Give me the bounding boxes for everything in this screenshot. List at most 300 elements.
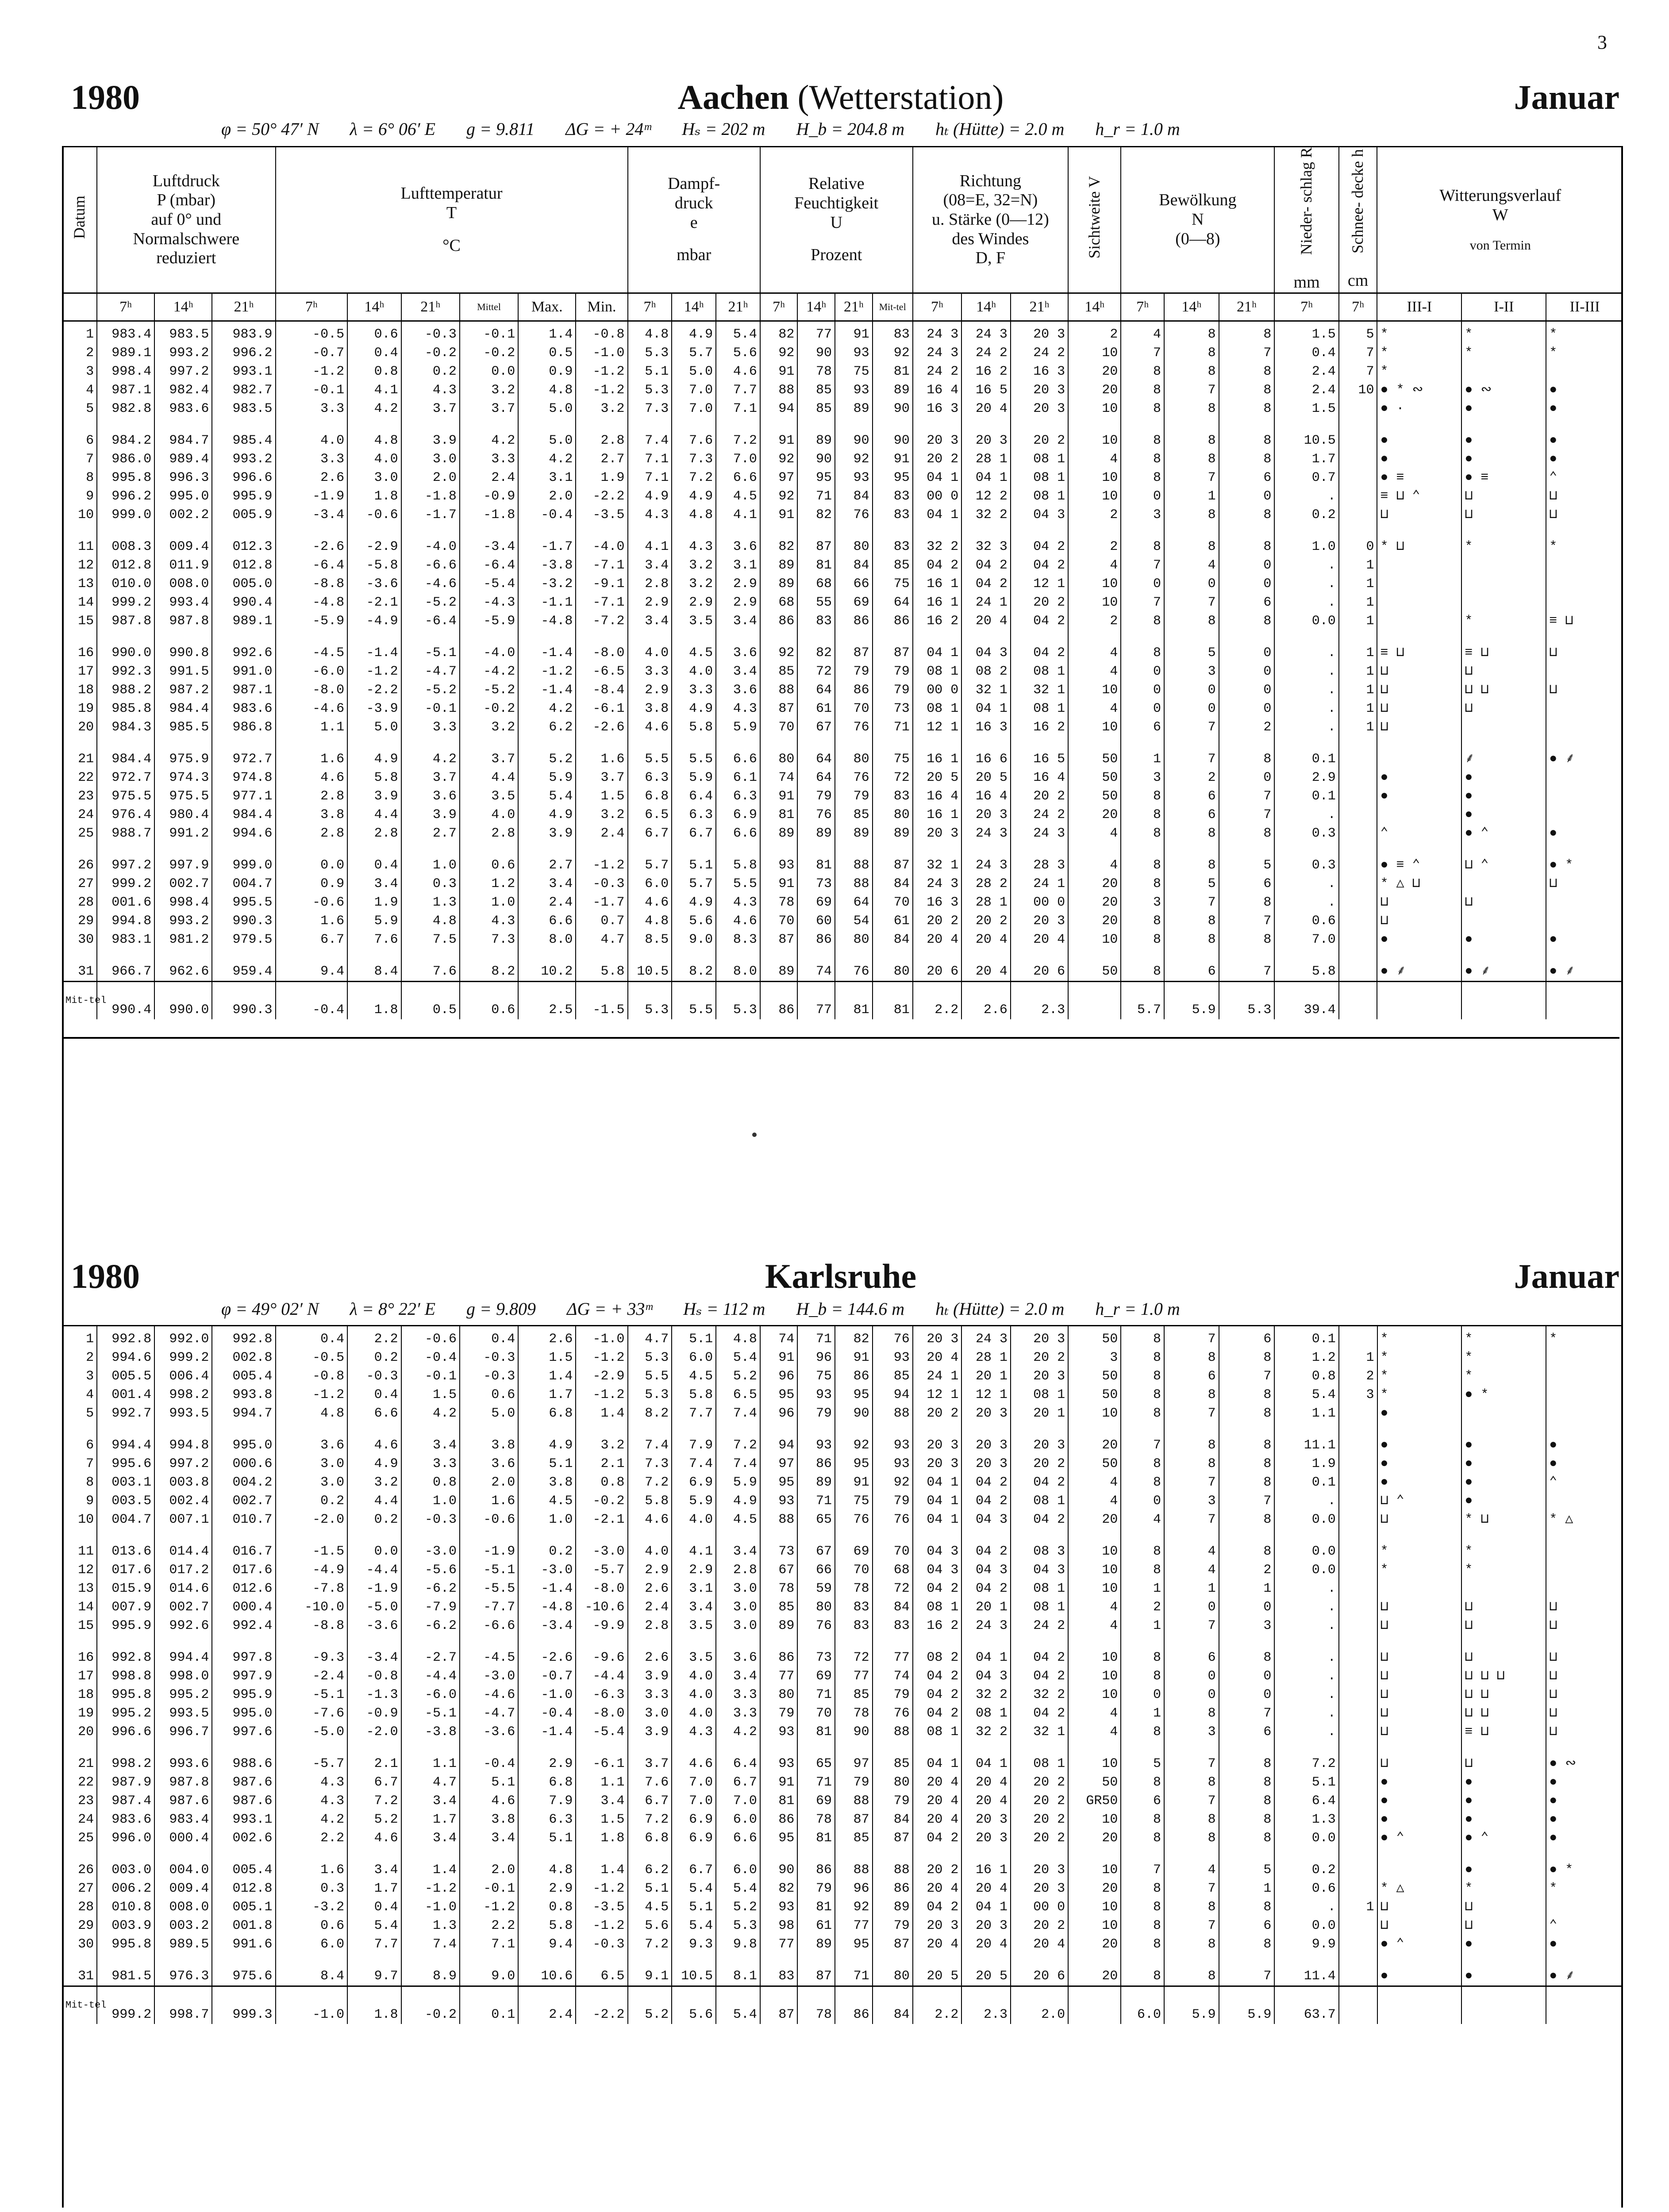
table-cell: 4 (1121, 321, 1164, 344)
table-cell: 88 (835, 1792, 873, 1810)
group-spacer (62, 1954, 1623, 1967)
day-cell: 4 (62, 381, 97, 399)
table-cell: 88 (873, 1723, 913, 1741)
table-cell: 0.2 (347, 1510, 401, 1529)
table-cell (1339, 450, 1377, 469)
table-cell (1461, 556, 1546, 575)
mean-cell (1339, 981, 1377, 1019)
table-cell: 24 1 (961, 593, 1011, 612)
table-cell: 3 (1068, 1348, 1121, 1367)
table-cell: 86 (797, 930, 835, 949)
table-cell: 88 (835, 856, 873, 875)
spacer-cell (1068, 949, 1121, 962)
table-cell: ⊔ (1461, 662, 1546, 681)
table-cell: -0.5 (276, 1348, 348, 1367)
table-cell: 83 (873, 487, 913, 506)
spacer-cell (1164, 418, 1219, 431)
table-cell: 6.3 (716, 787, 760, 806)
table-cell: 997.8 (212, 1648, 275, 1667)
table-cell: 0.4 (347, 856, 401, 875)
table-cell: 20 3 (913, 1916, 962, 1935)
spacer-cell (672, 1423, 716, 1436)
table-cell: 8 (1219, 1386, 1275, 1404)
spacer-cell (672, 524, 716, 538)
table-cell: 7 (1219, 1704, 1275, 1723)
spacer-cell (212, 524, 275, 538)
table-cell: -5.2 (460, 681, 518, 699)
table-cell: 20 (1068, 381, 1121, 399)
table-cell: 998.4 (97, 362, 154, 381)
table-cell: 08 1 (1011, 1755, 1068, 1773)
spacer-cell (1339, 1741, 1377, 1755)
table-cell: 8 (1164, 612, 1219, 630)
table-cell: 5.9 (716, 1473, 760, 1492)
table-cell: 6.2 (628, 1861, 672, 1879)
table-cell: 95 (835, 1386, 873, 1404)
table-cell: 8.9 (401, 1967, 460, 1986)
table-cell: 74 (760, 768, 798, 787)
table-cell: 4.8 (347, 431, 401, 450)
table-cell: ⊔ (1546, 644, 1623, 662)
table-cell: 003.2 (154, 1916, 212, 1935)
table-cell (1339, 768, 1377, 787)
table-cell: 3.8 (628, 699, 672, 718)
spacer-cell (716, 843, 760, 856)
table-cell: 7.0 (716, 1792, 760, 1810)
table-cell: ● (1461, 768, 1546, 787)
table-cell: 7.9 (518, 1792, 576, 1810)
table-row (62, 1492, 1623, 1510)
spacer-cell (1377, 524, 1461, 538)
table-cell: 5.0 (672, 362, 716, 381)
spacer-cell (1068, 1635, 1121, 1648)
mean-cell: 2.2 (913, 981, 962, 1019)
mean-cell: 999.3 (212, 1986, 275, 2024)
spacer-cell (961, 737, 1011, 750)
table-cell: 6 (1121, 1792, 1164, 1810)
table-cell: 3 (1164, 1723, 1219, 1741)
spacer-cell (1377, 418, 1461, 431)
table-cell: 8 (1121, 1348, 1164, 1367)
table-cell: ● ⌃ (1377, 1935, 1462, 1954)
table-row (62, 538, 1623, 556)
table-cell: -1.8 (401, 487, 460, 506)
table-cell: ⊔ (1461, 1916, 1546, 1935)
table-cell: 4.6 (347, 1436, 401, 1455)
day-cell: 25 (62, 824, 97, 843)
table-cell: 004.7 (212, 875, 275, 893)
table-cell: 4.0 (672, 1704, 716, 1723)
table-cell (1377, 750, 1461, 768)
table-cell: 4.0 (347, 450, 401, 469)
table-cell: . (1274, 1704, 1338, 1723)
table-cell: ⊔ (1461, 699, 1546, 718)
mean-cell: 78 (797, 1986, 835, 2024)
spacer-cell (760, 524, 798, 538)
table-cell: 0 (1164, 1598, 1219, 1617)
table-cell: 7 (1164, 1617, 1219, 1635)
day-cell: 18 (62, 1686, 97, 1704)
table-cell: 20 4 (1011, 930, 1068, 949)
spacer-cell (873, 737, 913, 750)
table-cell: -5.1 (460, 1561, 518, 1579)
table-cell: ⊔ (1377, 681, 1461, 699)
table-cell: ⊔ (1546, 1723, 1623, 1741)
spacer-cell (401, 1423, 460, 1436)
table-cell: 1.4 (576, 1404, 627, 1423)
table-cell: 20 4 (913, 1810, 962, 1829)
spacer-cell (97, 1847, 154, 1861)
table-cell (1339, 1617, 1377, 1635)
table-cell: 993.8 (212, 1386, 275, 1404)
table-cell: 20 4 (1011, 1935, 1068, 1954)
table-cell: ⊔ (1377, 718, 1461, 737)
table-cell: 8 (1164, 321, 1219, 344)
table-cell: 8 (1164, 399, 1219, 418)
table-cell: 3.2 (347, 1473, 401, 1492)
table-cell: 7 (1219, 787, 1275, 806)
table-cell: 000.4 (212, 1598, 275, 1617)
mean-cell: 5.9 (1164, 1986, 1219, 2024)
table-cell: -0.1 (460, 321, 518, 344)
table-row (62, 1686, 1623, 1704)
table-cell: 6.9 (716, 806, 760, 824)
table-cell: 5.8 (576, 962, 627, 982)
table-cell: 999.2 (97, 593, 154, 612)
table-cell: 4 (1068, 556, 1121, 575)
table-cell: 979.5 (212, 930, 275, 949)
table-cell: 2.4 (1274, 362, 1338, 381)
table-cell: 88 (835, 875, 873, 893)
table-cell: 7 (1121, 1436, 1164, 1455)
table-cell: 4.2 (518, 699, 576, 718)
spacer-cell (154, 737, 212, 750)
spacer-cell (672, 949, 716, 962)
day-cell: 8 (62, 1473, 97, 1492)
table-cell: 013.6 (97, 1542, 154, 1561)
spacer-cell (1219, 1847, 1275, 1861)
table-cell: 2.9 (1274, 768, 1338, 787)
table-row (62, 575, 1623, 593)
table-cell: ⊔ (1377, 1667, 1462, 1686)
table-cell: 6.8 (628, 1829, 672, 1847)
table-cell: 8 (1219, 1473, 1275, 1492)
table-cell: ● ∾ (1461, 381, 1546, 399)
spacer-cell (797, 1635, 835, 1648)
table-cell: 3.2 (576, 1436, 627, 1455)
table-cell: 2.8 (276, 824, 348, 843)
table-cell (1339, 1598, 1377, 1617)
table-cell: 3.4 (716, 1667, 760, 1686)
table-cell: 0.3 (1274, 824, 1338, 843)
table-row (62, 681, 1623, 699)
table-cell (1546, 718, 1623, 737)
table-cell: 1.0 (401, 856, 460, 875)
day-cell: 6 (62, 1436, 97, 1455)
table-cell: 04 3 (961, 1561, 1011, 1579)
table-cell: 20 2 (1011, 1348, 1068, 1367)
spacer-cell (1121, 1741, 1164, 1755)
table-cell: 1.0 (401, 1492, 460, 1510)
spacer-cell (97, 1741, 154, 1755)
table-cell: 1.9 (1274, 1455, 1338, 1473)
table-cell: 10 (1068, 1542, 1121, 1561)
table-cell: 6.9 (672, 1829, 716, 1847)
table-cell: 20 2 (1011, 1810, 1068, 1829)
table-cell: 89 (835, 399, 873, 418)
spacer-cell (62, 524, 97, 538)
spacer-cell (835, 843, 873, 856)
table-cell (1339, 1879, 1377, 1898)
table-cell: 1 (1339, 718, 1377, 737)
spacer-cell (760, 418, 798, 431)
table-cell: 4.9 (518, 1436, 576, 1455)
mean-cell: 81 (835, 981, 873, 1019)
table-cell: 1.1 (401, 1755, 460, 1773)
table-cell: 993.1 (212, 1810, 275, 1829)
table-cell: -3.6 (460, 1723, 518, 1741)
table-cell: 20 3 (961, 1436, 1011, 1455)
spacer-cell (1339, 1423, 1377, 1436)
table-cell: 0 (1219, 662, 1275, 681)
table-cell: 00 0 (913, 487, 962, 506)
table-cell: ● (1461, 1492, 1546, 1510)
table-cell: 003.9 (97, 1916, 154, 1935)
spacer-cell (401, 1847, 460, 1861)
sub-header-21: 7ʰ (1121, 293, 1164, 321)
table-cell: 90 (873, 431, 913, 450)
table-cell: 2 (1339, 1367, 1377, 1386)
table-cell: 89 (760, 824, 798, 843)
spacer-cell (1546, 418, 1623, 431)
table-cell: 24 2 (913, 362, 962, 381)
table-cell: 8 (1121, 1829, 1164, 1847)
table-cell: 20 2 (913, 1404, 962, 1423)
table-cell: 04 2 (961, 1492, 1011, 1510)
table-cell: 8.3 (716, 930, 760, 949)
table-cell: 4 (1068, 1492, 1121, 1510)
table-cell: 984.7 (154, 431, 212, 450)
table-cell: 4.8 (518, 381, 576, 399)
table-cell: 2 (1121, 1598, 1164, 1617)
table-cell: 77 (760, 1667, 798, 1686)
table-cell: 76 (835, 962, 873, 982)
table-cell: 1 (1339, 681, 1377, 699)
table-cell: ⊔ (1461, 487, 1546, 506)
table-cell: 7.4 (628, 431, 672, 450)
table-cell: 7 (1164, 893, 1219, 912)
table-cell: * (1377, 1542, 1462, 1561)
table-cell: ≡ ⊔ (1461, 1723, 1546, 1741)
table-cell: 04 2 (1011, 538, 1068, 556)
table-cell: 1.3 (401, 1916, 460, 1935)
spacer-cell (62, 630, 97, 644)
table-cell: 992.8 (97, 1648, 154, 1667)
table-cell: 4.1 (347, 381, 401, 399)
table-cell (1339, 1542, 1377, 1561)
spacer-cell (961, 1741, 1011, 1755)
table-cell: 71 (797, 487, 835, 506)
table-cell: 997.2 (97, 856, 154, 875)
table-cell: * △ (1546, 1510, 1623, 1529)
table-cell: 04 1 (961, 469, 1011, 487)
table-cell: 3.8 (276, 806, 348, 824)
mean-cell: 5.9 (1219, 1986, 1275, 2024)
table-cell: 10 (1068, 930, 1121, 949)
table-cell: 10 (1068, 1898, 1121, 1916)
table-cell: 8 (1121, 469, 1164, 487)
spacer-cell (961, 1954, 1011, 1967)
day-cell: 26 (62, 1861, 97, 1879)
table-cell: 1 (1219, 1579, 1275, 1598)
table-cell: 0 (1219, 487, 1275, 506)
table-cell: 08 2 (961, 662, 1011, 681)
table-cell: 1 (1339, 662, 1377, 681)
spacer-cell (1339, 1635, 1377, 1648)
table-row (62, 806, 1623, 824)
table-cell: -0.7 (518, 1667, 576, 1686)
table-cell: -1.7 (576, 893, 627, 912)
table-cell: 20 3 (913, 1436, 962, 1455)
table-cell: 1.0 (1274, 538, 1338, 556)
table-cell: 5.1 (518, 1829, 576, 1847)
table-cell: 0.7 (1274, 469, 1338, 487)
table-cell: 012.8 (212, 556, 275, 575)
table-cell: 990.3 (212, 912, 275, 930)
table-cell: 8 (1219, 750, 1275, 768)
spacer-cell (760, 1423, 798, 1436)
table-cell: 8 (1164, 1348, 1219, 1367)
table-cell: 998.2 (97, 1755, 154, 1773)
station-params-aachen (221, 119, 1637, 139)
table-cell: 6.2 (518, 718, 576, 737)
spacer-cell (716, 524, 760, 538)
day-cell: 10 (62, 1510, 97, 1529)
table-cell: 1.5 (518, 1348, 576, 1367)
table-cell: 92 (873, 344, 913, 362)
spacer-cell (212, 1954, 275, 1967)
table-cell: 20 4 (913, 1935, 962, 1954)
mean-cell: 81 (873, 981, 913, 1019)
mean-cell: 5.3 (716, 981, 760, 1019)
table-cell: 8.4 (347, 962, 401, 982)
spacer-cell (576, 630, 627, 644)
table-cell: 6.4 (716, 1755, 760, 1773)
table-cell: 76 (873, 1510, 913, 1529)
table-cell: -1.3 (347, 1686, 401, 1704)
table-cell: 7.6 (401, 962, 460, 982)
table-cell: 73 (760, 1542, 798, 1561)
table-cell: 5.4 (347, 1916, 401, 1935)
table-row (62, 1326, 1623, 1348)
table-cell: 1 (1339, 612, 1377, 630)
table-cell: 72 (873, 1579, 913, 1598)
table-cell: 2.8 (628, 575, 672, 593)
table-cell: 8.0 (518, 930, 576, 949)
table-cell: -5.5 (460, 1579, 518, 1598)
table-cell: ● ⸙ (1546, 1967, 1623, 1986)
table-cell: 1.4 (401, 1861, 460, 1879)
table-cell: 83 (760, 1967, 798, 1986)
spacer-cell (672, 843, 716, 856)
table-cell: 20 3 (913, 1326, 962, 1348)
day-cell: 24 (62, 806, 97, 824)
table-cell: 95 (760, 1473, 798, 1492)
spacer-cell (760, 737, 798, 750)
spacer-cell (913, 737, 962, 750)
table-cell: -4.8 (518, 1598, 576, 1617)
table-cell: 4.1 (716, 506, 760, 524)
table-cell: 04 3 (913, 1542, 962, 1561)
table-cell: 24 3 (913, 344, 962, 362)
table-cell: 81 (760, 806, 798, 824)
table-cell: 10.5 (628, 962, 672, 982)
sub-header-14: 14ʰ (797, 293, 835, 321)
table-cell: 5.2 (716, 1367, 760, 1386)
table-cell: 24 3 (961, 321, 1011, 344)
table-cell: 95 (873, 469, 913, 487)
table-cell: -2.2 (576, 487, 627, 506)
spacer-cell (672, 1954, 716, 1967)
table-cell: ⊔ (1377, 1916, 1462, 1935)
spacer-cell (1274, 949, 1338, 962)
spacer-cell (873, 1847, 913, 1861)
table-cell: 20 4 (913, 1348, 962, 1367)
table-cell: -6.0 (276, 662, 348, 681)
table-cell: 0 (1219, 1667, 1275, 1686)
table-cell: 0.4 (347, 1898, 401, 1916)
sub-header-19: 21ʰ (1011, 293, 1068, 321)
table-cell: 998.2 (154, 1386, 212, 1404)
table-cell: ⊔ (1377, 662, 1461, 681)
table-cell: -5.0 (276, 1723, 348, 1741)
table-cell: 3.2 (672, 556, 716, 575)
table-cell: 10 (1068, 469, 1121, 487)
table-cell: 995.9 (97, 1617, 154, 1635)
table-cell: 012.8 (212, 1879, 275, 1898)
table-cell: 8 (1219, 1648, 1275, 1667)
table-cell: 00 0 (1011, 1898, 1068, 1916)
table-cell: 86 (835, 681, 873, 699)
spacer-cell (1164, 1423, 1219, 1436)
mean-cell (1339, 1986, 1377, 2024)
day-cell: 21 (62, 750, 97, 768)
table-row (62, 1755, 1623, 1773)
table-cell: -2.7 (401, 1648, 460, 1667)
table-cell: -4.0 (460, 644, 518, 662)
table-cell: 2.0 (401, 469, 460, 487)
table-cell: 3.0 (401, 450, 460, 469)
table-cell: -0.3 (347, 1367, 401, 1386)
table-cell: 992.8 (212, 1326, 275, 1348)
table-cell: 3.3 (276, 450, 348, 469)
col-luftdruck: Luftdruck P (mbar) auf 0° und Normalschwere reduziert (97, 147, 275, 293)
spacer-cell (716, 1954, 760, 1967)
table-cell: 6.7 (276, 930, 348, 949)
spacer-cell (212, 949, 275, 962)
table-cell: 1 (1339, 593, 1377, 612)
table-cell: 8 (1219, 321, 1275, 344)
table-cell (1461, 718, 1546, 737)
table-cell: 8 (1219, 1935, 1275, 1954)
table-cell: 5.6 (716, 344, 760, 362)
table-row (62, 1617, 1623, 1635)
table-cell: 2.7 (518, 856, 576, 875)
table-cell: 7.2 (716, 1436, 760, 1455)
table-cell: 004.7 (97, 1510, 154, 1529)
table-cell: -0.6 (460, 1510, 518, 1529)
table-cell: 7 (1164, 469, 1219, 487)
